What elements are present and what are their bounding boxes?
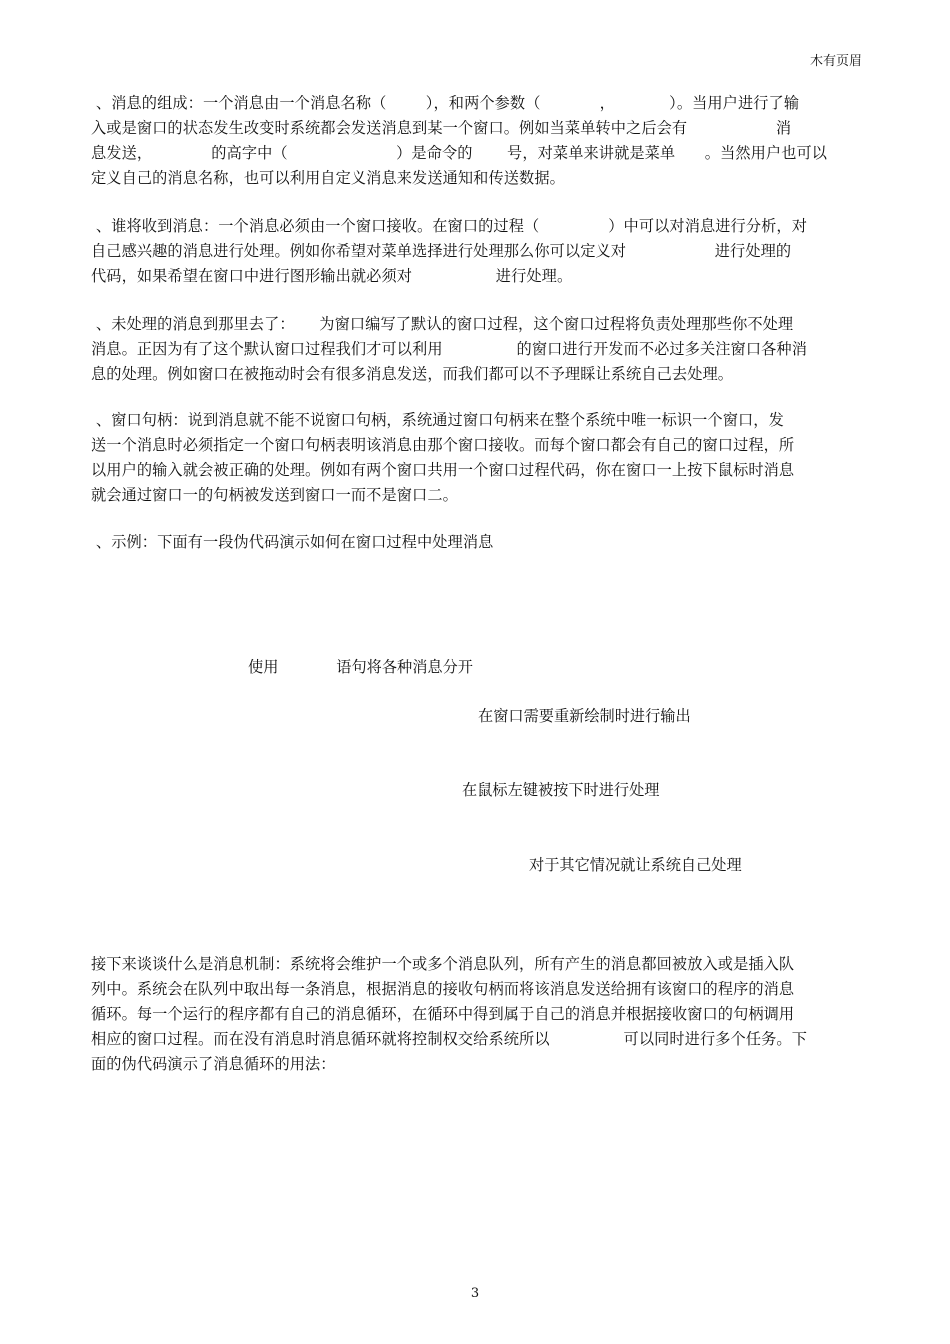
paragraph-6-line-2: 列中。系统会在队列中取出每一条消息，根据消息的接收句柄而将该消息发送给拥有该窗口的程序的消息 (91, 980, 795, 998)
page-number: 3 (470, 1286, 480, 1301)
paragraph-3-line-1: 、未处理的消息到那里去了： 为窗口编写了默认的窗口过程，这个窗口过程将负责处理那些你不处理 (91, 315, 794, 333)
paragraph-6-line-5: 面的伪代码演示了消息循环的用法： (91, 1055, 336, 1073)
code-comment-paint: 在窗口需要重新绘制时进行输出 (478, 707, 691, 725)
paragraph-1-line-2: 入或是窗口的状态发生改变时系统都会发送消息到某一个窗口。例如当菜单转中之后会有 消 (91, 119, 792, 137)
paragraph-5-line-1: 、示例：下面有一段伪代码演示如何在窗口过程中处理消息 (91, 533, 494, 551)
paragraph-4-line-3: 以用户的输入就会被正确的处理。例如有两个窗口共用一个窗口过程代码，你在窗口一上按下鼠标时消息 (91, 461, 795, 479)
page-header: 木有页眉 (809, 54, 862, 69)
code-comment-lbutton: 在鼠标左键被按下时进行处理 (462, 781, 660, 799)
paragraph-2-line-1: 、谁将收到消息：一个消息必须由一个窗口接收。在窗口的过程（ ）中可以对消息进行分析，对 (91, 217, 807, 235)
paragraph-1-line-3: 息发送， 的高字中（ ）是命令的 号，对菜单来讲就是菜单 。当然用户也可以 (91, 144, 828, 162)
paragraph-6-line-1: 接下来谈谈什么是消息机制：系统将会维护一个或多个消息队列，所有产生的消息都回被放入或是插入队 (91, 955, 795, 973)
paragraph-1-line-4: 定义自己的消息名称，也可以利用自定义消息来发送通知和传送数据。 (91, 169, 565, 187)
paragraph-2-line-3: 代码，如果希望在窗口中进行图形输出就必须对 进行处理。 (91, 267, 573, 285)
paragraph-6-line-3: 循环。每一个运行的程序都有自己的消息循环，在循环中得到属于自己的消息并根据接收窗口的句柄调用 (91, 1005, 795, 1023)
code-comment-default: 对于其它情况就让系统自己处理 (529, 856, 742, 874)
paragraph-3-line-3: 息的处理。例如窗口在被拖动时会有很多消息发送，而我们都可以不予理睬让系统自己去处理。 (91, 365, 734, 383)
paragraph-4-line-4: 就会通过窗口一的句柄被发送到窗口一而不是窗口二。 (91, 486, 458, 504)
paragraph-6-line-4: 相应的窗口过程。而在没有消息时消息循环就将控制权交给系统所以 可以同时进行多个任务。下 (91, 1030, 807, 1048)
paragraph-3-line-2: 消息。正因为有了这个默认窗口过程我们才可以利用 的窗口进行开发而不必过多关注窗口各种消 (91, 340, 807, 358)
paragraph-2-line-2: 自己感兴趣的消息进行处理。例如你希望对菜单选择进行处理那么你可以定义对 进行处理的 (91, 242, 792, 260)
code-comment-switch: 使用 语句将各种消息分开 (248, 658, 473, 676)
paragraph-4-line-1: 、窗口句柄：说到消息就不能不说窗口句柄，系统通过窗口句柄来在整个系统中唯一标识一个窗口，发 (91, 411, 784, 429)
paragraph-4-line-2: 送一个消息时必须指定一个窗口句柄表明该消息由那个窗口接收。而每个窗口都会有自己的窗口过程，所 (91, 436, 795, 454)
paragraph-1-line-1: 、消息的组成：一个消息由一个消息名称（ ），和两个参数（ ， ）。当用户进行了输 (91, 94, 800, 112)
